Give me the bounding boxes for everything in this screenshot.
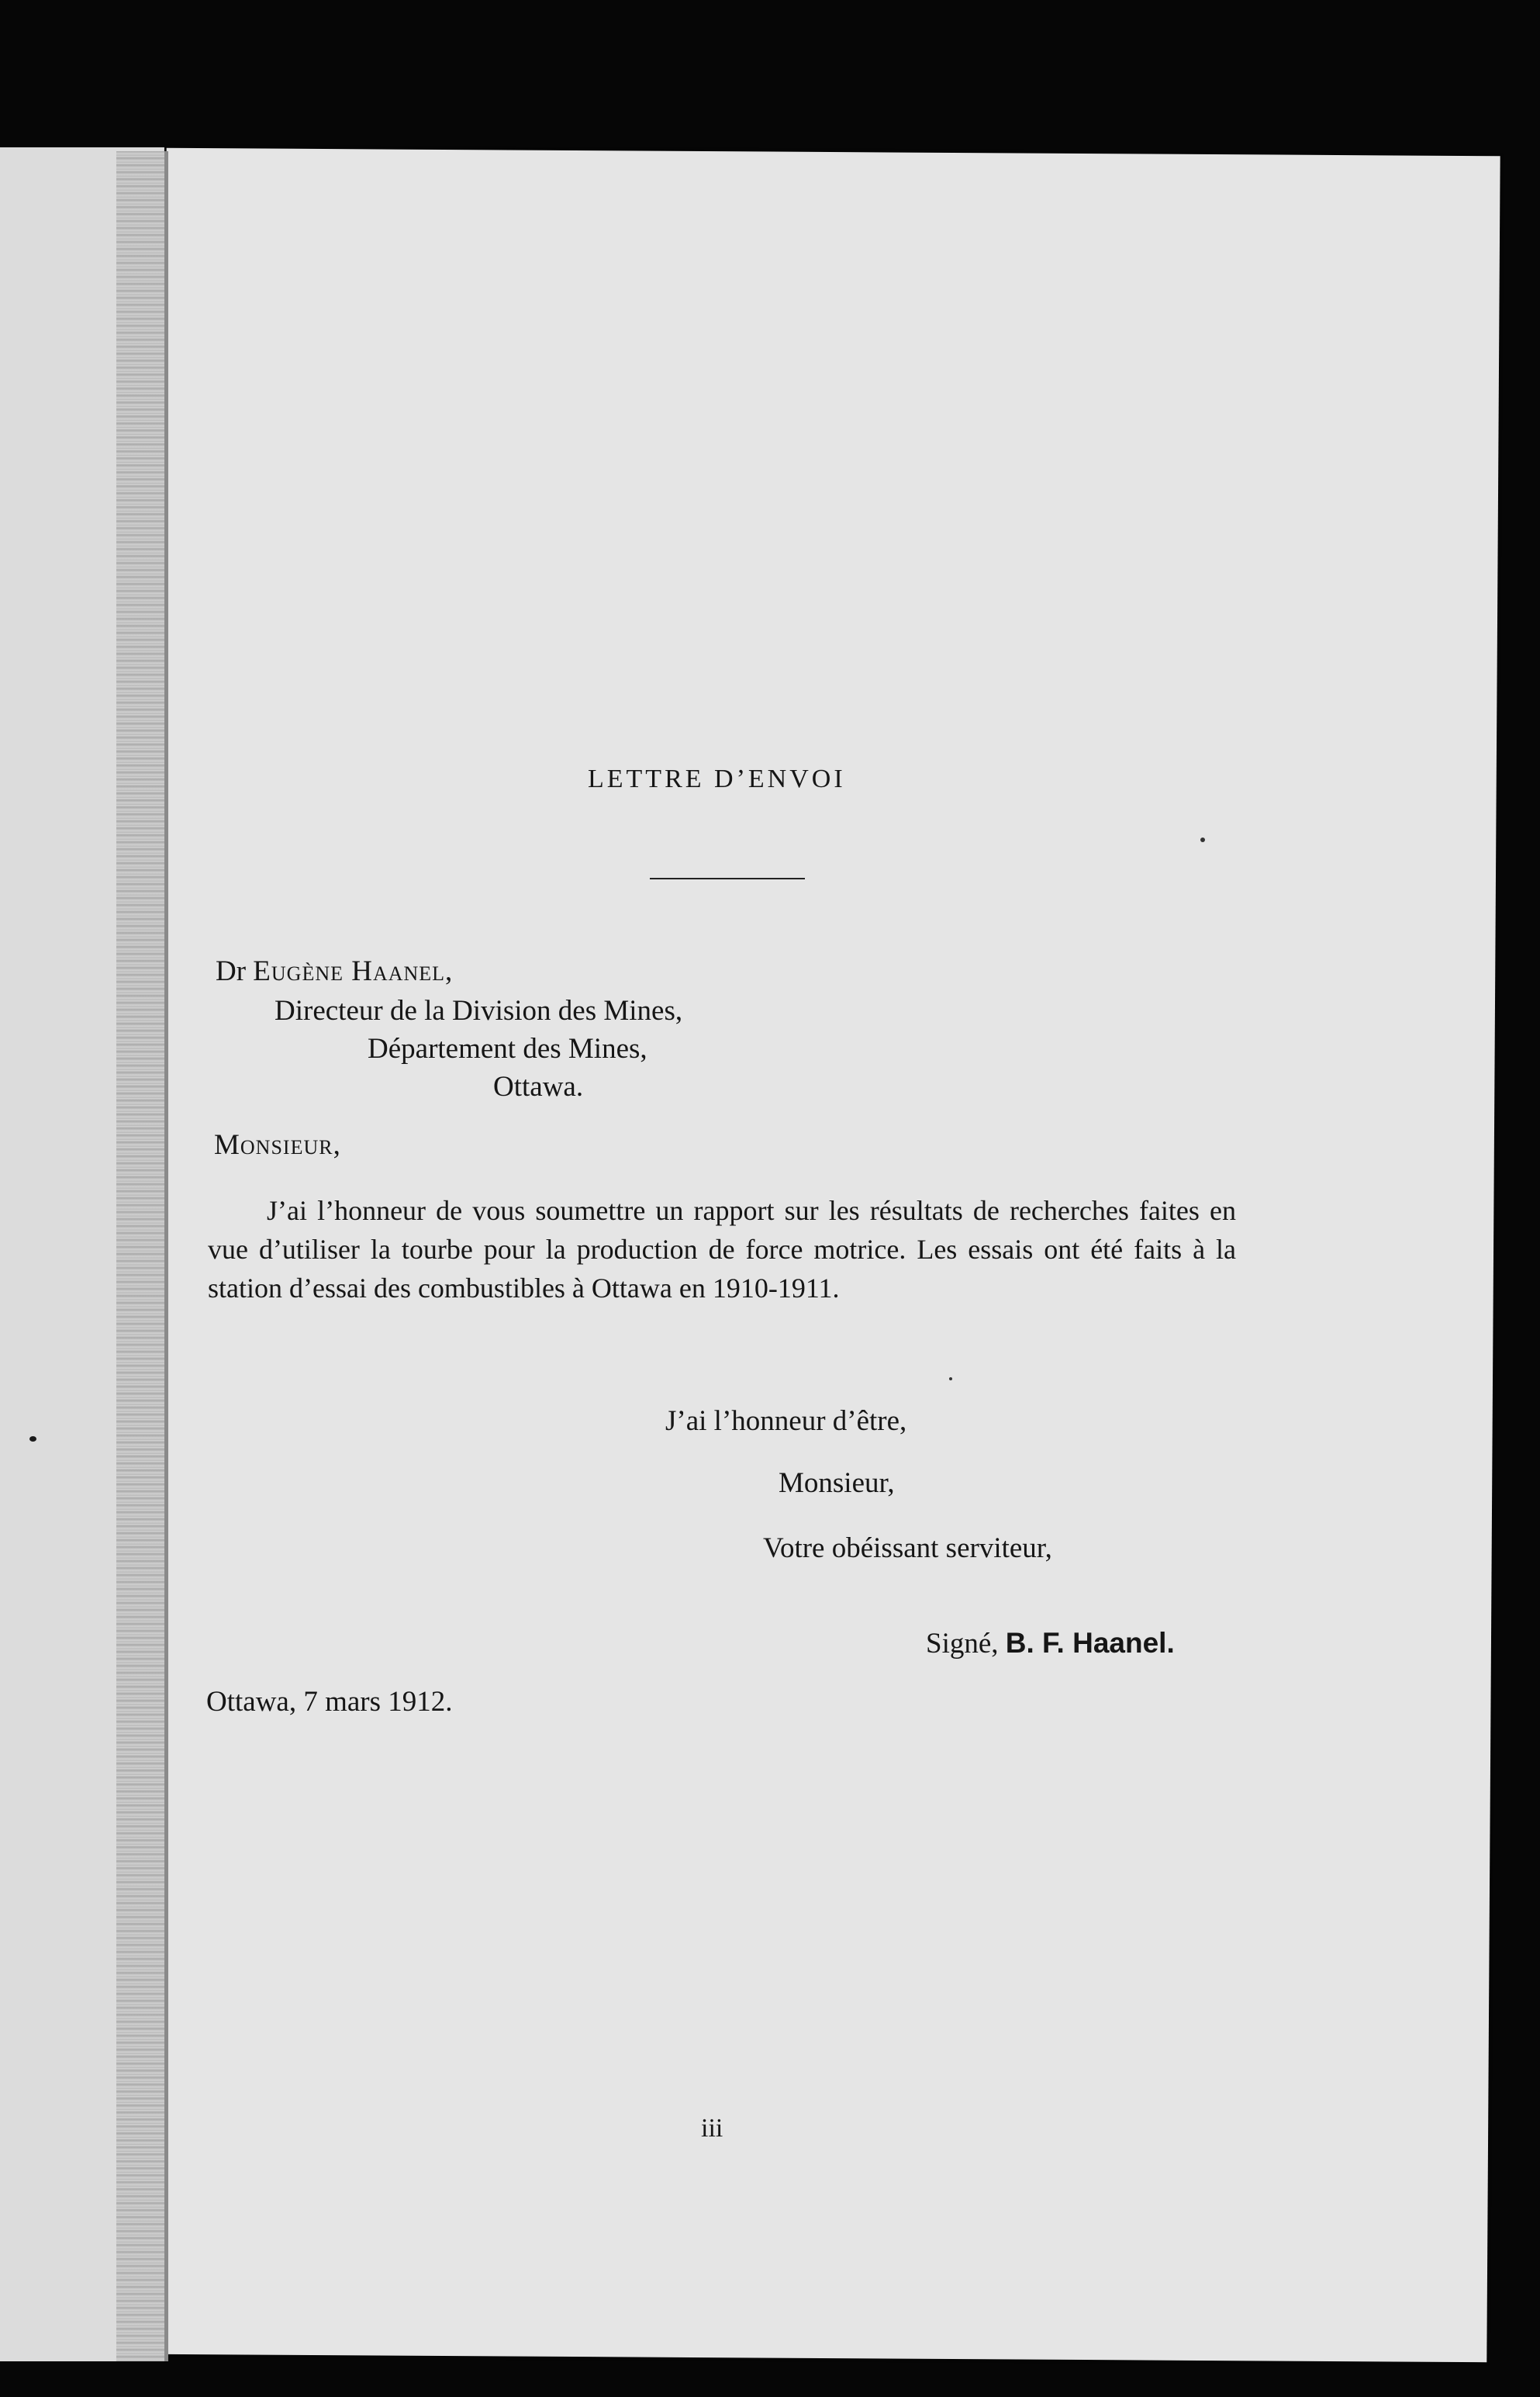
addressee-city: Ottawa. xyxy=(493,1071,584,1103)
addressee-prefix: Dr xyxy=(216,955,254,987)
title-divider xyxy=(650,878,805,879)
addressee-name-text: Eugène Haanel, xyxy=(253,955,454,987)
addressee-department: Département des Mines, xyxy=(368,1033,647,1065)
letter-body: J’ai l’honneur de vous soumettre un rapport sur les résultats de recherches faites en vue d’utiliser la tourbe pour la production de force motrice. Les essais ont été faits à la station d’essai des combustibles à Ottawa en 1910-1911. xyxy=(208,1195,1236,1304)
page-number: iii xyxy=(701,2114,723,2143)
signature-name: B. F. Haanel. xyxy=(1005,1627,1175,1659)
salutation: Monsieur, xyxy=(214,1129,341,1161)
letter-title: LETTRE D’ENVOI xyxy=(588,765,846,793)
addressee-title: Directeur de la Division des Mines, xyxy=(275,995,683,1027)
speck-mark xyxy=(1200,838,1205,842)
closing-line-1: J’ai l’honneur d’être, xyxy=(665,1405,907,1437)
closing-line-2: Monsieur, xyxy=(779,1467,895,1499)
speck-mark xyxy=(29,1436,36,1442)
addressee-name xyxy=(216,957,453,986)
book-binding xyxy=(116,151,168,2361)
closing-line-3: Votre obéissant serviteur, xyxy=(763,1532,1052,1564)
signature-prefix: Signé, xyxy=(926,1628,1006,1660)
place-date: Ottawa, 7 mars 1912. xyxy=(206,1686,453,1718)
speck-mark xyxy=(949,1377,952,1380)
signature xyxy=(926,1629,1175,1658)
